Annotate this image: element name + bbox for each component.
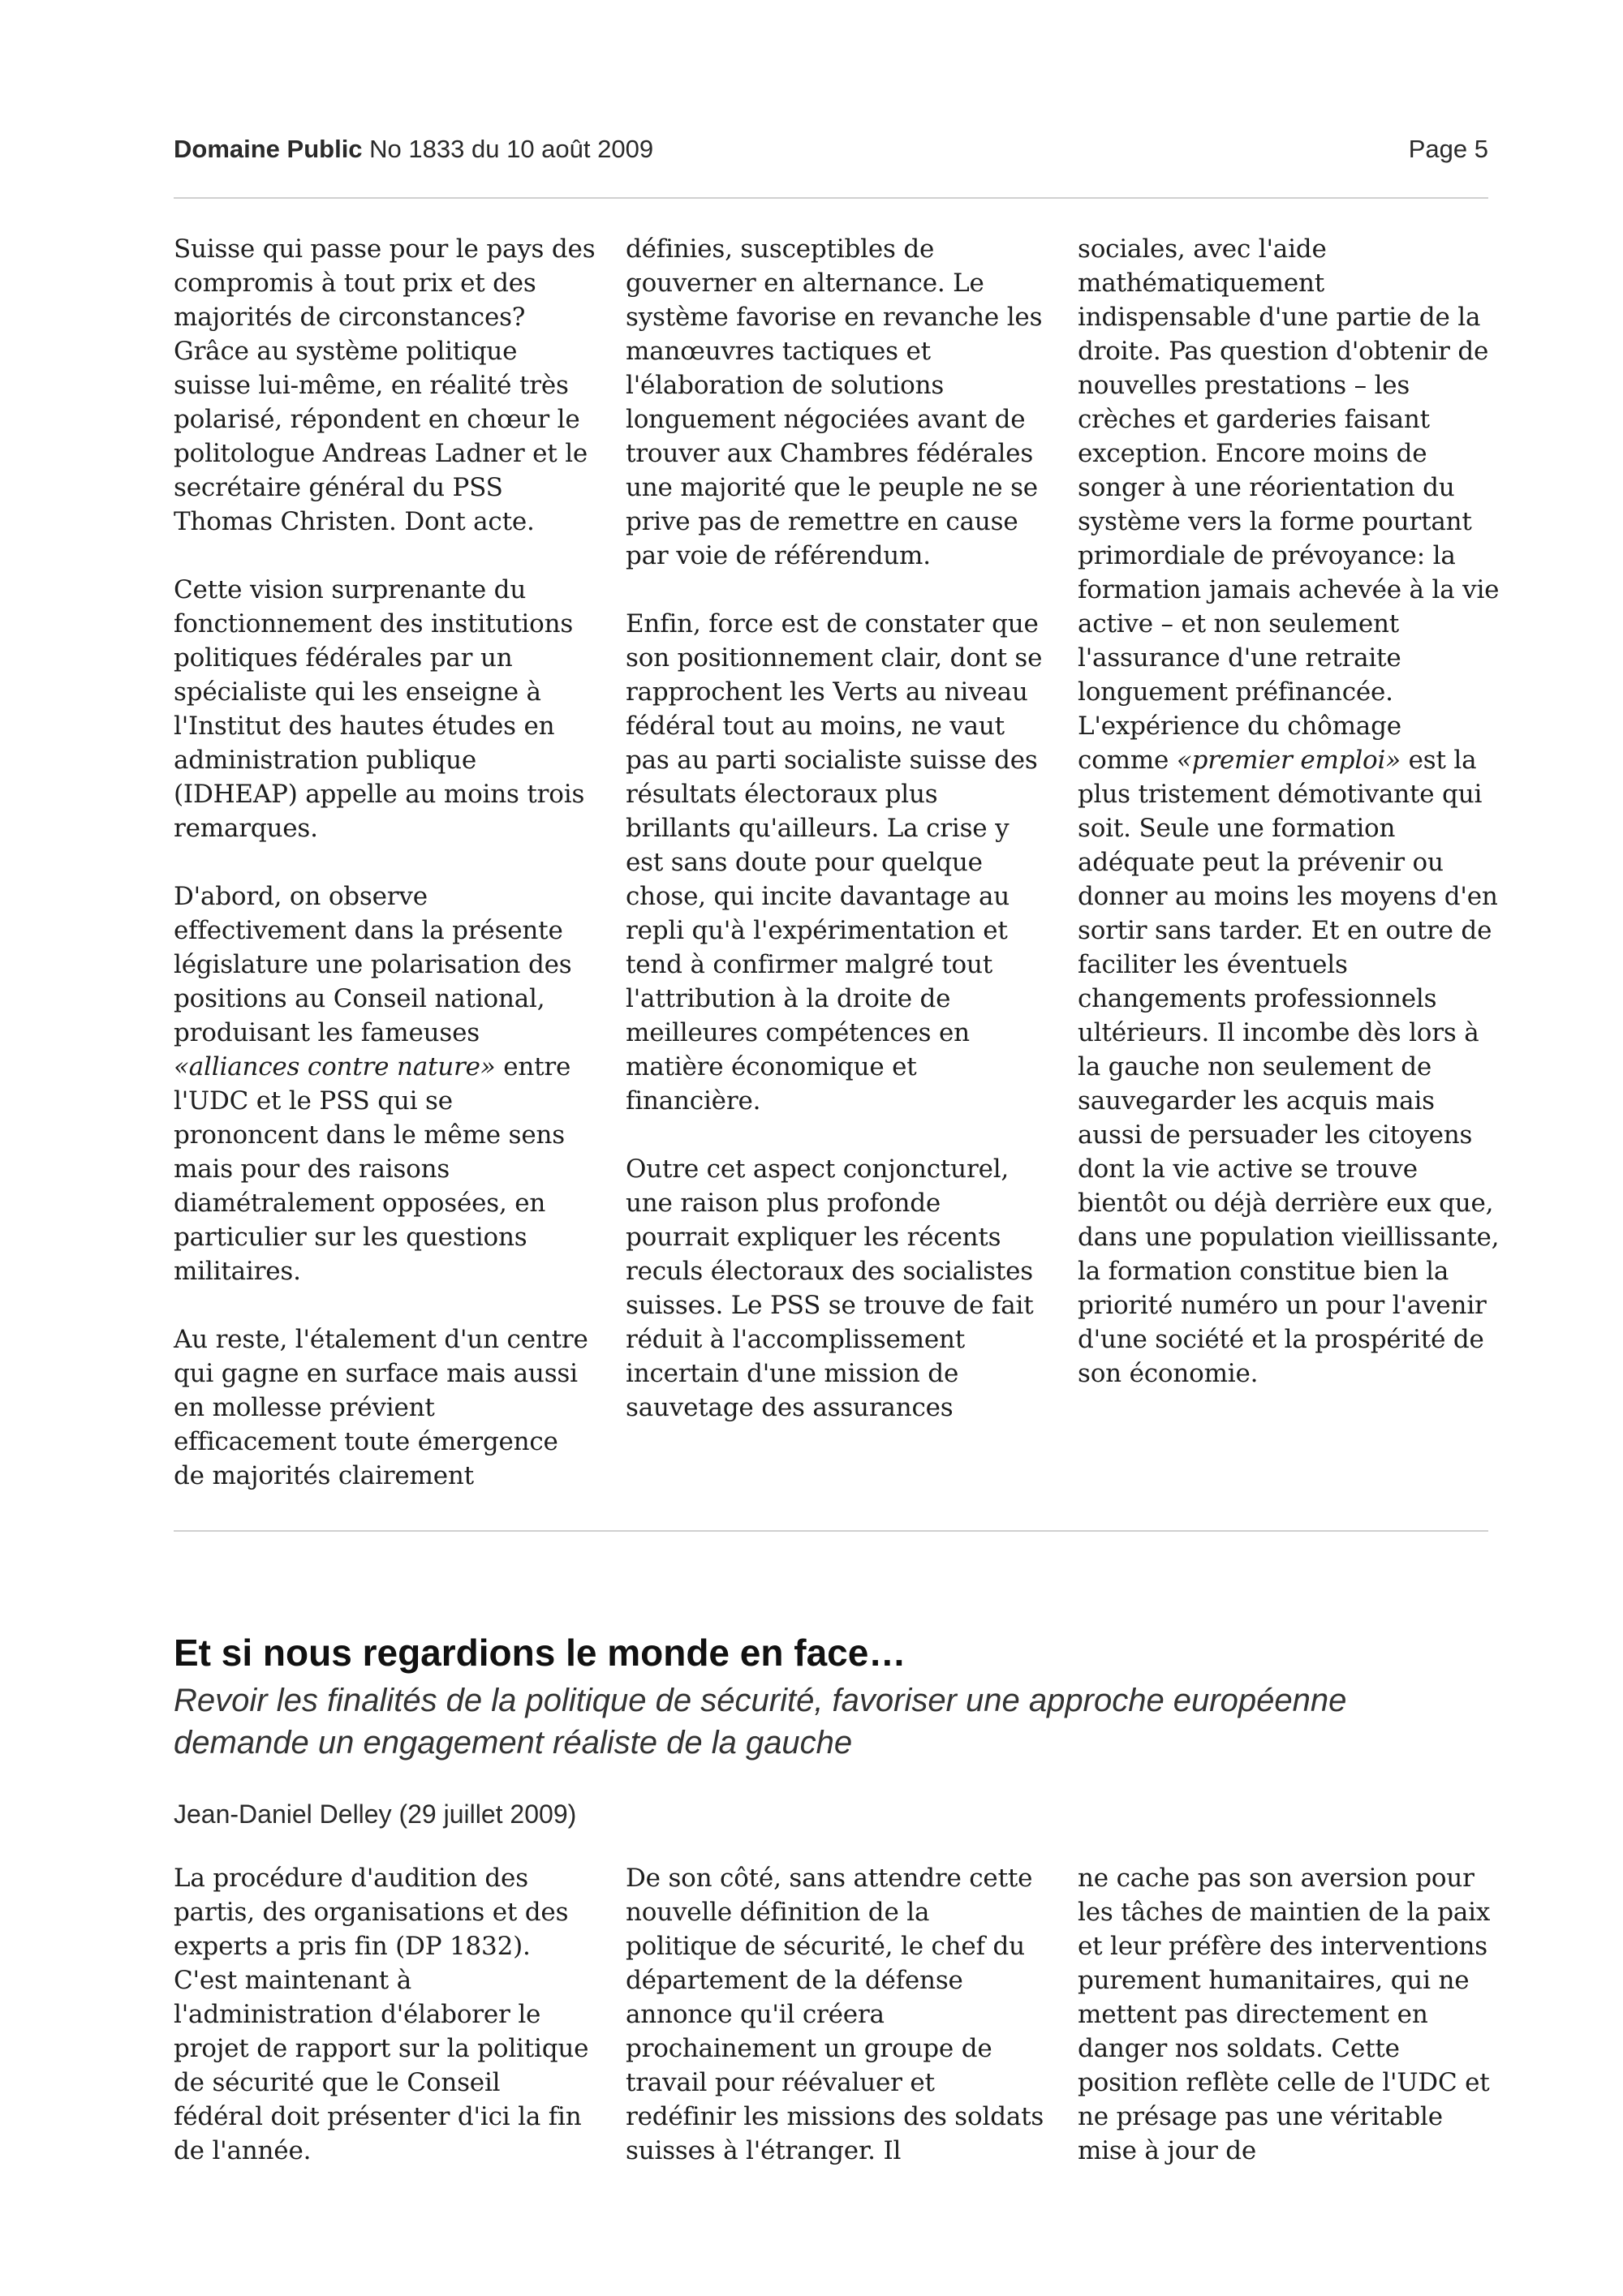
text-run: sociales, avec l'aide mathématiquement indispensable d'une partie de la droite. Pas question d'obtenir de nouvelles prestations – les crèches et garderies faisant exception. Encore moins de songer à une réorientation du système vers la forme pourtant primordiale de prévoyance: la formation jamais achevée à la vie active – et non seulement l'assurance d'une retraite longuement préfinancée. L'expérience du chômage comme: [1078, 234, 1500, 775]
paragraph: Outre cet aspect conjoncturel, une raison plus profonde pourrait expliquer les récents reculs électoraux des socialistes suisses. Le PSS se trouve de fait réduit à l'accomplissement incertain d'une mission de sauvetage des assurances: [626, 1154, 1034, 1422]
page-header: [174, 135, 1488, 167]
article1-column-1: [174, 232, 596, 1493]
paragraph: [1078, 232, 1500, 1391]
header-rule: [174, 197, 1488, 199]
article2-column-1: [174, 1861, 596, 2168]
paragraph: La procédure d'audition des partis, des organisations et des experts a pris fin (DP 1832). C'est maintenant à l'administration d'élaborer le projet de rapport sur la politique de sécurité que le Conseil fédéral doit présenter d'ici la fin de l'année.: [174, 1864, 589, 2165]
article2-column-3: [1078, 1861, 1500, 2168]
issue-info: No 1833 du 10 août 2009: [369, 135, 654, 163]
text-run: est la plus tristement démotivante qui soit. Seule une formation adéquate peut la prévenir ou donner au moins les moyens d'en sortir sans tarder. Et en outre de faciliter les éventuels changements professionnels ultérieurs. Il incombe dès lors à la gauche non seulement de sauvegarder les acquis mais aussi de persuader les citoyens dont la vie active se trouve bientôt ou déjà derrière eux que, dans une population vieillissante, la formation constitue bien la priorité numéro un pour l'avenir d'une société et la prospérité de son économie.: [1078, 746, 1500, 1388]
paragraph: De son côté, sans attendre cette nouvelle définition de la politique de sécurité, le chef du département de la défense annonce qu'il créera prochainement un groupe de travail pour réévaluer et redéfinir les missions des soldats suisses à l'étranger. Il: [626, 1864, 1044, 2165]
article2-column-2: [626, 1861, 1048, 2168]
publication-name: Domaine Public: [174, 135, 363, 163]
paragraph: définies, susceptibles de gouverner en alternance. Le système favorise en revanche les manœuvres tactiques et l'élaboration de solutions longuement négociées avant de trouver aux Chambres fédérales une majorité que le peuple ne se prive pas de remettre en cause par voie de référendum.: [626, 234, 1043, 570]
article-byline: Jean-Daniel Delley (29 juillet 2009): [174, 1799, 577, 1829]
italic-quote: «premier emploi»: [1176, 746, 1401, 775]
paragraph: Au reste, l'étalement d'un centre qui gagne en surface mais aussi en mollesse prévient efficacement toute émergence de majorités clairement: [174, 1325, 588, 1490]
article1-column-3: [1078, 232, 1500, 1391]
text-run: D'abord, on observe effectivement dans la présente législature une polarisation des positions au Conseil national, produisant les fameuses: [174, 882, 572, 1047]
paragraph: Cette vision surprenante du fonctionnement des institutions politiques fédérales par un spécialiste qui les enseigne à l'Institut des hautes études en administration publique (IDHEAP) appelle au moins trois remarques.: [174, 575, 585, 843]
text-run: entre l'UDC et le PSS qui se prononcent dans le même sens mais pour des raisons diamétralement opposées, en particulier sur les questions militaires.: [174, 1052, 571, 1286]
italic-quote: «alliances contre nature»: [174, 1052, 496, 1081]
article1-column-2: [626, 232, 1048, 1425]
section-divider: [174, 1530, 1488, 1532]
page-number: Page 5: [1408, 135, 1488, 163]
paragraph: Enfin, force est de constater que son positionnement clair, dont se rapprochent les Verts au niveau fédéral tout au moins, ne vaut pas au parti socialiste suisse des résultats électoraux plus brillants qu'ailleurs. La crise y est sans doute pour quelque chose, qui incite davantage au repli qu'à l'expérimentation et tend à confirmer malgré tout l'attribution à la droite de meilleures compétences en matière économique et financière.: [626, 609, 1043, 1116]
paragraph: ne cache pas son aversion pour les tâches de maintien de la paix et leur préfère des interventions purement humanitaires, qui ne mettent pas directement en danger nos soldats. Cette position reflète celle de l'UDC et ne présage pas une véritable mise à jour de: [1078, 1864, 1491, 2165]
paragraph: [174, 879, 596, 1288]
paragraph: Suisse qui passe pour le pays des compromis à tout prix et des majorités de circonstances? Grâce au système politique suisse lui-même, en réalité très polarisé, répondent en chœur le politologue Andreas Ladner et le secrétaire général du PSS Thomas Christen. Dont acte.: [174, 234, 596, 536]
article-title: Et si nous regardions le monde en face…: [174, 1632, 906, 1674]
article-subtitle: Revoir les finalités de la politique de sécurité, favoriser une approche européenne demande un engagement réaliste de la gauche: [174, 1683, 1347, 1761]
